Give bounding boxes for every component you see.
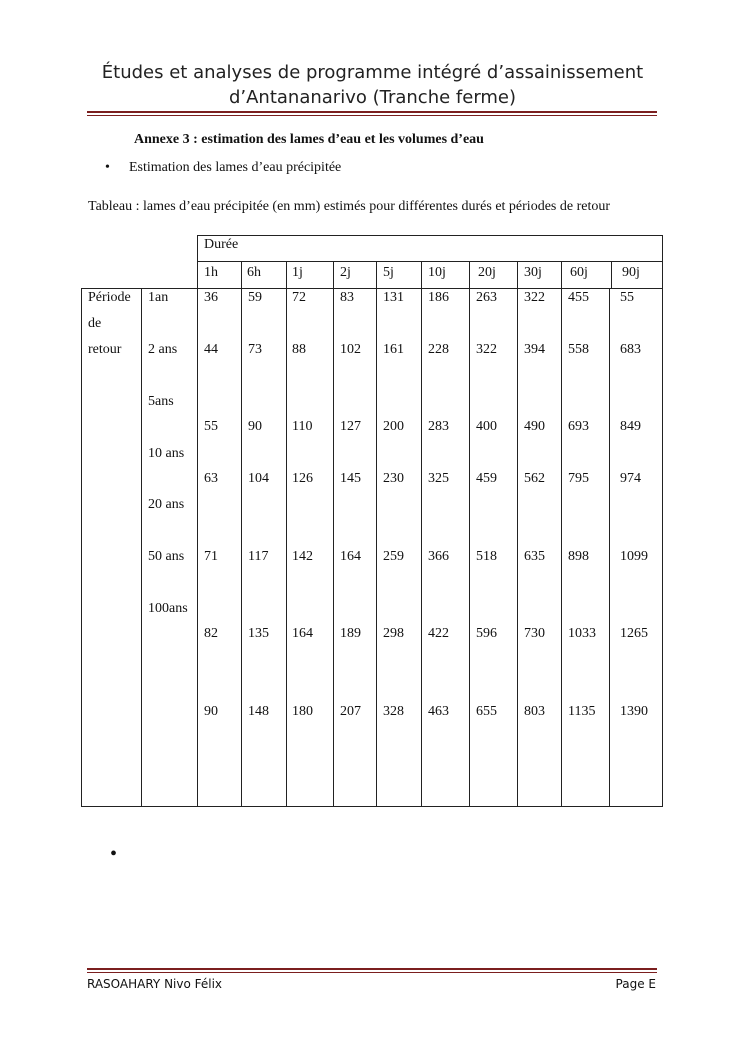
table-divider bbox=[421, 261, 422, 289]
table-cell: 180 bbox=[292, 704, 313, 719]
table-cell: 230 bbox=[383, 471, 404, 486]
table-cell: 683 bbox=[620, 342, 641, 357]
duration-header-2j: 2j bbox=[340, 265, 351, 280]
header-title-line-1: Études et analyses de programme intégré d’assainissement bbox=[101, 62, 644, 83]
table-cell: 325 bbox=[428, 471, 449, 486]
row-header-word-1: Période bbox=[88, 290, 131, 305]
annex-heading: Annexe 3 : estimation des lames d’eau et les volumes d’eau bbox=[134, 132, 484, 147]
row-header-word-2: de bbox=[88, 316, 102, 331]
table-cell: 72 bbox=[292, 290, 306, 305]
table-cell: 102 bbox=[340, 342, 361, 357]
table-cell: 90 bbox=[248, 419, 262, 434]
table-cell: 849 bbox=[620, 419, 641, 434]
duration-header-5j: 5j bbox=[383, 265, 394, 280]
period-label: 2 ans bbox=[148, 342, 178, 357]
table-cell: 455 bbox=[568, 290, 589, 305]
table-cell: 1135 bbox=[568, 704, 596, 719]
bullet-text: Estimation des lames d’eau précipitée bbox=[129, 160, 342, 175]
period-label: 1an bbox=[148, 290, 169, 305]
table-cell: 693 bbox=[568, 419, 589, 434]
table-divider bbox=[241, 261, 242, 289]
table-cell: 394 bbox=[524, 342, 545, 357]
header-title-line-2: d’Antananarivo (Tranche ferme) bbox=[228, 87, 517, 108]
table-cell: 44 bbox=[204, 342, 218, 357]
table-divider bbox=[286, 288, 287, 807]
duration-header-1h: 1h bbox=[204, 265, 218, 280]
table-divider bbox=[376, 288, 377, 807]
table-cell: 73 bbox=[248, 342, 262, 357]
table-cell: 82 bbox=[204, 626, 218, 641]
footer-author: RASOAHARY Nivo Félix bbox=[87, 977, 223, 991]
table-cell: 127 bbox=[340, 419, 361, 434]
table-cell: 164 bbox=[292, 626, 313, 641]
table-cell: 898 bbox=[568, 549, 589, 564]
duration-header-30j: 30j bbox=[524, 265, 542, 280]
table-divider bbox=[469, 288, 470, 807]
table-cell: 259 bbox=[383, 549, 404, 564]
table-cell: 635 bbox=[524, 549, 545, 564]
period-label: 20 ans bbox=[148, 497, 185, 512]
footer-page-number: Page E bbox=[615, 977, 656, 991]
duration-header-1j: 1j bbox=[292, 265, 303, 280]
duration-header-60j: 60j bbox=[570, 265, 588, 280]
table-cell: 189 bbox=[340, 626, 361, 641]
table-cell: 145 bbox=[340, 471, 361, 486]
table-cell: 974 bbox=[620, 471, 641, 486]
table-cell: 803 bbox=[524, 704, 545, 719]
table-cell: 88 bbox=[292, 342, 306, 357]
period-label: 100ans bbox=[148, 601, 188, 616]
table-body bbox=[81, 288, 663, 807]
bullet-item bbox=[105, 160, 341, 176]
table-divider bbox=[421, 288, 422, 807]
table-cell: 795 bbox=[568, 471, 589, 486]
bullet-icon: • bbox=[105, 160, 110, 175]
table-divider bbox=[286, 261, 287, 289]
duration-header-10j: 10j bbox=[428, 265, 446, 280]
table-cell: 558 bbox=[568, 342, 589, 357]
table-cell: 322 bbox=[524, 290, 545, 305]
period-label: 50 ans bbox=[148, 549, 185, 564]
table-divider bbox=[469, 261, 470, 289]
table-cell: 135 bbox=[248, 626, 269, 641]
table-cell: 490 bbox=[524, 419, 545, 434]
duration-group-header: Durée bbox=[204, 237, 239, 252]
table-caption: Tableau : lames d’eau précipitée (en mm) estimés pour différentes durés et périodes de retour bbox=[88, 199, 610, 214]
header-rule-thin bbox=[87, 115, 657, 116]
table-divider bbox=[561, 288, 562, 807]
table-cell: 104 bbox=[248, 471, 269, 486]
table-cell: 1265 bbox=[620, 626, 648, 641]
header-rule-thick bbox=[87, 111, 657, 113]
table-cell: 131 bbox=[383, 290, 404, 305]
table-divider bbox=[376, 261, 377, 289]
table-cell: 148 bbox=[248, 704, 269, 719]
table-divider bbox=[197, 288, 198, 807]
duration-group-header-cell bbox=[197, 235, 663, 262]
table-cell: 400 bbox=[476, 419, 497, 434]
table-cell: 283 bbox=[428, 419, 449, 434]
table-cell: 655 bbox=[476, 704, 497, 719]
table-cell: 422 bbox=[428, 626, 449, 641]
table-cell: 90 bbox=[204, 704, 218, 719]
duration-header-20j: 20j bbox=[478, 265, 496, 280]
footer-rule-thin bbox=[87, 972, 657, 973]
table-cell: 263 bbox=[476, 290, 497, 305]
table-divider bbox=[333, 261, 334, 289]
table-cell: 328 bbox=[383, 704, 404, 719]
document-header-title bbox=[60, 60, 685, 110]
table-cell: 1033 bbox=[568, 626, 596, 641]
table-cell: 730 bbox=[524, 626, 545, 641]
period-label: 10 ans bbox=[148, 446, 185, 461]
table-divider bbox=[517, 288, 518, 807]
table-cell: 126 bbox=[292, 471, 313, 486]
table-cell: 36 bbox=[204, 290, 218, 305]
table-divider bbox=[333, 288, 334, 807]
table-cell: 459 bbox=[476, 471, 497, 486]
duration-header-90j: 90j bbox=[622, 265, 640, 280]
table-cell: 228 bbox=[428, 342, 449, 357]
table-cell: 63 bbox=[204, 471, 218, 486]
row-header-word-3: retour bbox=[88, 342, 122, 357]
table-cell: 463 bbox=[428, 704, 449, 719]
table-cell: 55 bbox=[204, 419, 218, 434]
table-cell: 1390 bbox=[620, 704, 648, 719]
table-cell: 110 bbox=[292, 419, 313, 434]
table-cell: 1099 bbox=[620, 549, 648, 564]
table-cell: 596 bbox=[476, 626, 497, 641]
table-cell: 186 bbox=[428, 290, 449, 305]
table-cell: 164 bbox=[340, 549, 361, 564]
table-divider bbox=[561, 261, 562, 289]
table-cell: 83 bbox=[340, 290, 354, 305]
table-cell: 55 bbox=[620, 290, 634, 305]
table-divider bbox=[611, 261, 612, 289]
table-cell: 366 bbox=[428, 549, 449, 564]
table-cell: 207 bbox=[340, 704, 361, 719]
table-divider bbox=[241, 288, 242, 807]
table-cell: 562 bbox=[524, 471, 545, 486]
table-divider bbox=[609, 288, 610, 807]
table-cell: 298 bbox=[383, 626, 404, 641]
table-divider bbox=[141, 288, 142, 807]
duration-header-6h: 6h bbox=[247, 265, 261, 280]
empty-bullet-icon: • bbox=[110, 843, 118, 865]
table-cell: 71 bbox=[204, 549, 218, 564]
table-cell: 200 bbox=[383, 419, 404, 434]
table-cell: 161 bbox=[383, 342, 404, 357]
table-cell: 518 bbox=[476, 549, 497, 564]
table-cell: 142 bbox=[292, 549, 313, 564]
table-cell: 322 bbox=[476, 342, 497, 357]
footer-rule-thick bbox=[87, 968, 657, 970]
table-cell: 59 bbox=[248, 290, 262, 305]
period-label: 5ans bbox=[148, 394, 174, 409]
table-divider bbox=[517, 261, 518, 289]
table-cell: 117 bbox=[248, 549, 269, 564]
